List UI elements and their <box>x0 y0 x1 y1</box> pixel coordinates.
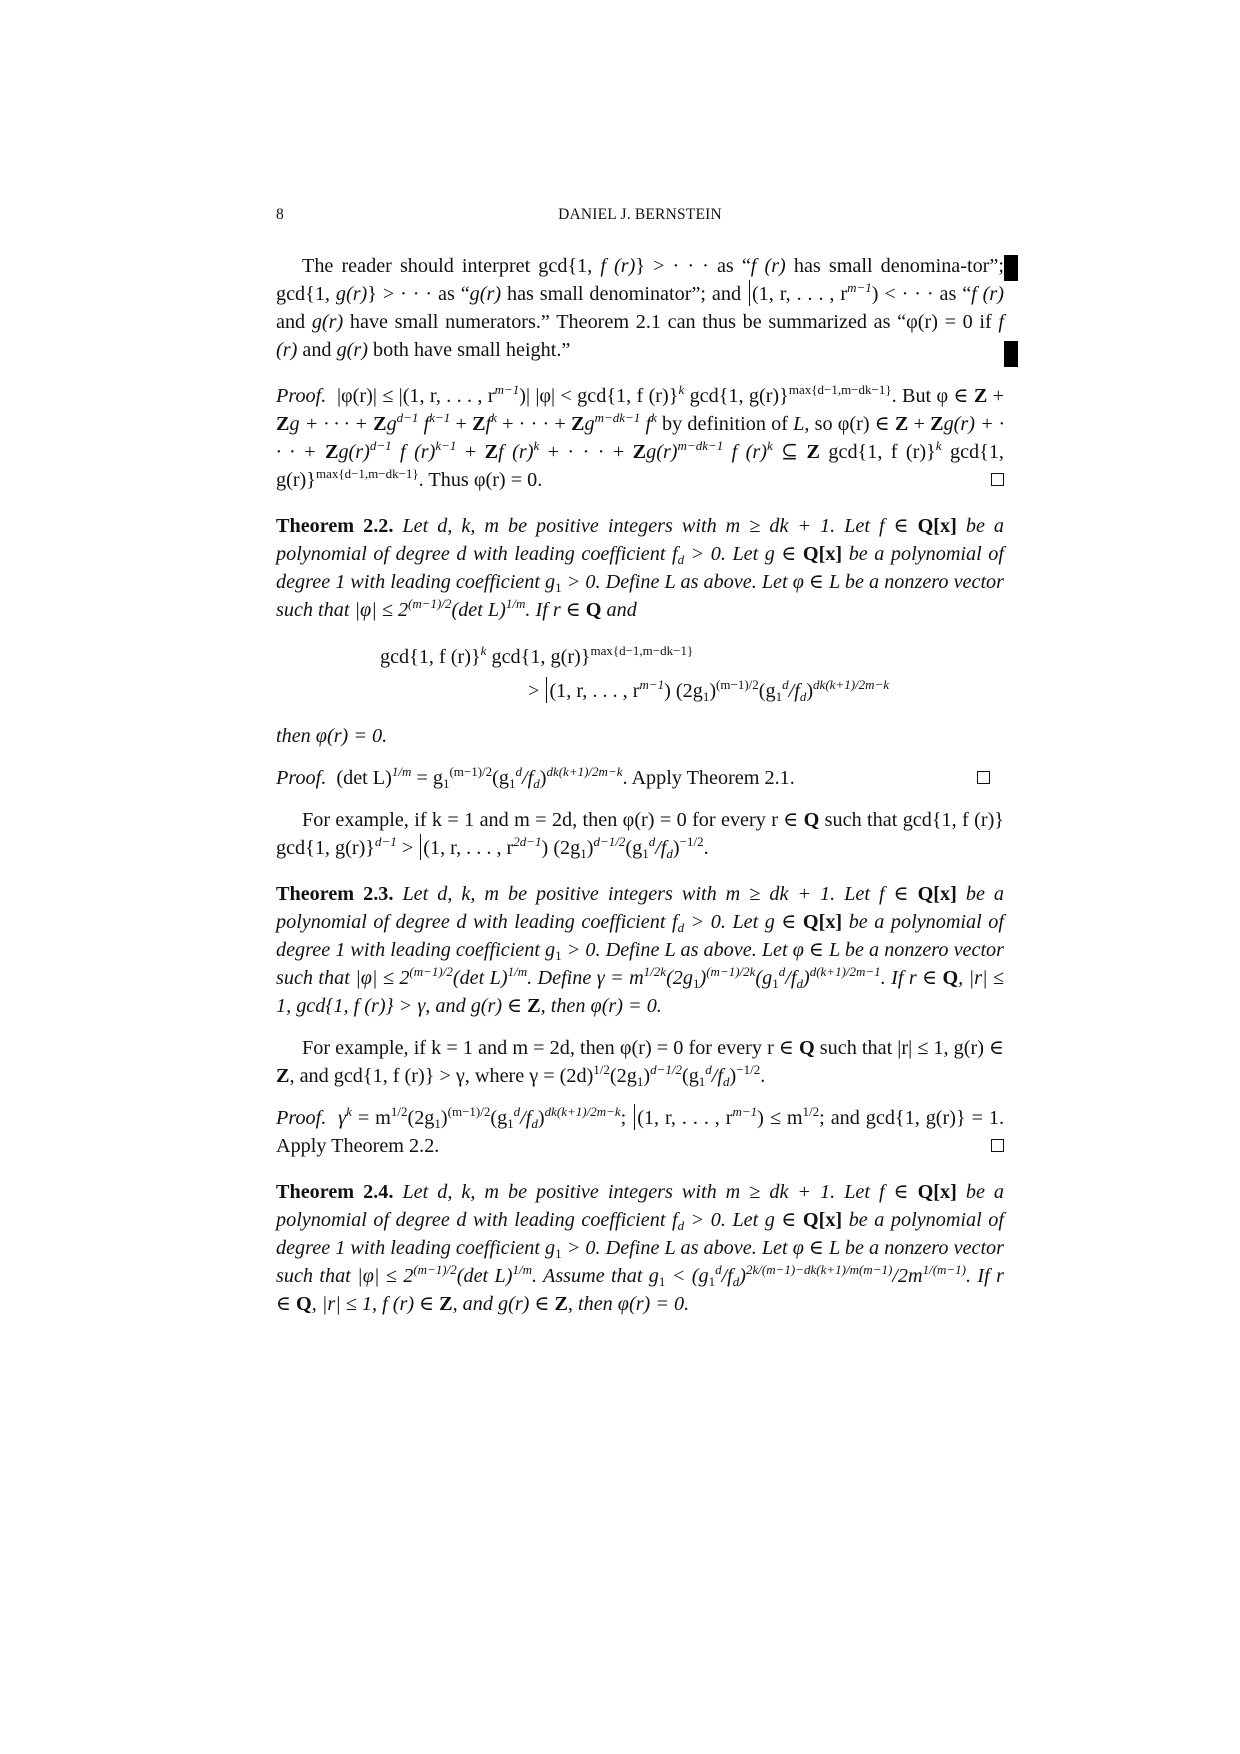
author-name: DANIEL J. BERNSTEIN <box>558 206 722 223</box>
proof-theorem-2-3: Proof. $\gamma^k = m^{1/2}(2g_1)^{(m-1)/2}(g_1^d/f_d)^{dk(k+1)/2m-k}$; (1, r, . . . , $r^{m-1}) \le m^{1/2}$; and gcd{1, g(r)} = 1. Apply Theorem 2.2. <box>276 1104 1005 1157</box>
qed-square-icon <box>991 1139 1004 1152</box>
overfull-box-marker <box>1004 255 1018 281</box>
qed-square-icon <box>991 473 1004 486</box>
proof-label: Proof. <box>276 767 327 789</box>
page-number: 8 <box>276 206 284 223</box>
theorem-title: Theorem 2.3. <box>276 883 394 905</box>
theorem-2-2-conclusion: then φ(r) = 0. <box>276 725 388 747</box>
theorem-2-3: Theorem 2.3. Let d, k, m be positive integers with m ≥ dk + 1. Let f ∈ Q[x] be a polynomial of degree d with leading coefficient $f_d > 0$. Let g ∈ Q[x] be a polynomial of degree 1 with leading coefficient $g_1 > 0$. Define L as above. Let φ ∈ L be a nonzero vector such that $|\varphi| \le 2^{(m-1)/2}(\det$ L)$^{1/m}$. Define $\gamma = m^{1/2k}(2g_1)^{(m-1)/2k}(g_1^d/f_d)^{d(k+1)/2m-1}$. If r ∈ Q, |r| ≤ 1, gcd{1, f (r)} > γ, and g(r) ∈ Z, then φ(r) = 0. <box>276 883 1005 1017</box>
proof-theorem-2-2: Proof. (det $L)^{1/m} = g_1^{(m-1)/2}(g_1^d/f_d)^{dk(k+1)/2m-k}$. Apply Theorem 2.1. <box>276 764 1004 792</box>
theorem-title: Theorem 2.2. <box>276 515 394 537</box>
paragraph-interpretation: The reader should interpret gcd{1, f (r)} > · · · as “f (r) has small denomina-tor”; gcd{1, g(r)} > · · · as “g(r) has small denominator”; and (1, r, . . . , $r^{m-1}$) < · · · as “f (r) and g(r) have small numerators.” Theorem 2.1 can thus be summarized as “φ(r) = 0 if f (r) and g(r) both have small height.” <box>276 255 1005 361</box>
theorem-2-2: Theorem 2.2. Let d, k, m be positive integers with m ≥ dk + 1. Let f ∈ Q[x] be a polynomial of degree d with leading coefficient $f_d > 0$. Let g ∈ Q[x] be a polynomial of degree 1 with leading coefficient $g_1 > 0$. Define L as above. Let φ ∈ L be a nonzero vector such that $|\varphi| \le 2^{(m-1)/2}(\det$ L)$^{1/m}$. If r ∈ Q and <box>276 515 1005 621</box>
proof-theorem-2-1: Proof. |φ(r)| ≤ |(1, r, . . . , $r^{m-1})|$ |φ| < gcd{1, f (r)}$^k$ gcd{1, g(r)}$^{max\{d-1,m-dk-1\}}$. But φ ∈ Z + Zg + · · · + $Zg^{d-1}$ $f^{k-1} + Zf^k$ + · · · + $Zg^{m-dk-1}$ $f^k$ by definition of L, so φ(r) ∈ Z + Zg(r) + · · · + $Zg(r)^{d-1}$ f $(r)^{k-1} + Zf$ $(r)^k$ + · · · + $Zg(r)^{m-dk-1}$ f $(r)^k$ ⊆ Z gcd{1, f (r)}$^k$ gcd{1, g(r)}$^{max\{d-1,m-dk-1\}}$. Thus φ(r) = 0. <box>276 382 1005 491</box>
example-paragraph-1: For example, if k = 1 and m = 2d, then φ(r) = 0 for every r ∈ Q such that gcd{1, f (r)} gcd{1, g(r)}$^{d-1}$ > (1, r, . . . , $r^{2d-1}$) $(2g_1)^{d-1/2}(g_1^d/f_d)^{-1/2}$. <box>276 809 1004 861</box>
proof-label: Proof. <box>276 385 327 407</box>
page-body <box>276 252 1004 1318</box>
overfull-box-marker <box>1004 341 1018 367</box>
qed-square-icon <box>977 771 990 784</box>
theorem-2-4: Theorem 2.4. Let d, k, m be positive integers with m ≥ dk + 1. Let f ∈ Q[x] be a polynomial of degree d with leading coefficient $f_d > 0$. Let g ∈ Q[x] be a polynomial of degree 1 with leading coefficient $g_1 > 0$. Define L as above. Let φ ∈ L be a nonzero vector such that $|\varphi| \le 2^{(m-1)/2}(\det$ L)$^{1/m}$. Assume that $g_1 < (g_1^d/f_d)^{2k/(m-1)-dk(k+1)/m(m-1)}/2m^{1/(m-1)}$. If r ∈ Q, |r| ≤ 1, f (r) ∈ Z, and g(r) ∈ Z, then φ(r) = 0. <box>276 1181 1005 1315</box>
display-inequality: gcd{1, f (r)}$^k$ gcd{1, g(r)}$^{max\{d-1,m-dk-1\}}$ > (1, r, . . . , $r^{m-1}$) $(2g_1)^{(m-1)/2}(g_1^d/f_d)^{dk(k+1)/2m-k}$ <box>380 643 890 704</box>
example-paragraph-2: For example, if k = 1 and m = 2d, then φ(r) = 0 for every r ∈ Q such that |r| ≤ 1, g(r) ∈ Z, and gcd{1, f (r)} > γ, where $\gamma = (2d)^{1/2}(2g_1)^{d-1/2}(g_1^d/f_d)^{-1/2}$. <box>276 1037 1004 1089</box>
theorem-title: Theorem 2.4. <box>276 1181 394 1203</box>
proof-label: Proof. <box>276 1107 327 1129</box>
